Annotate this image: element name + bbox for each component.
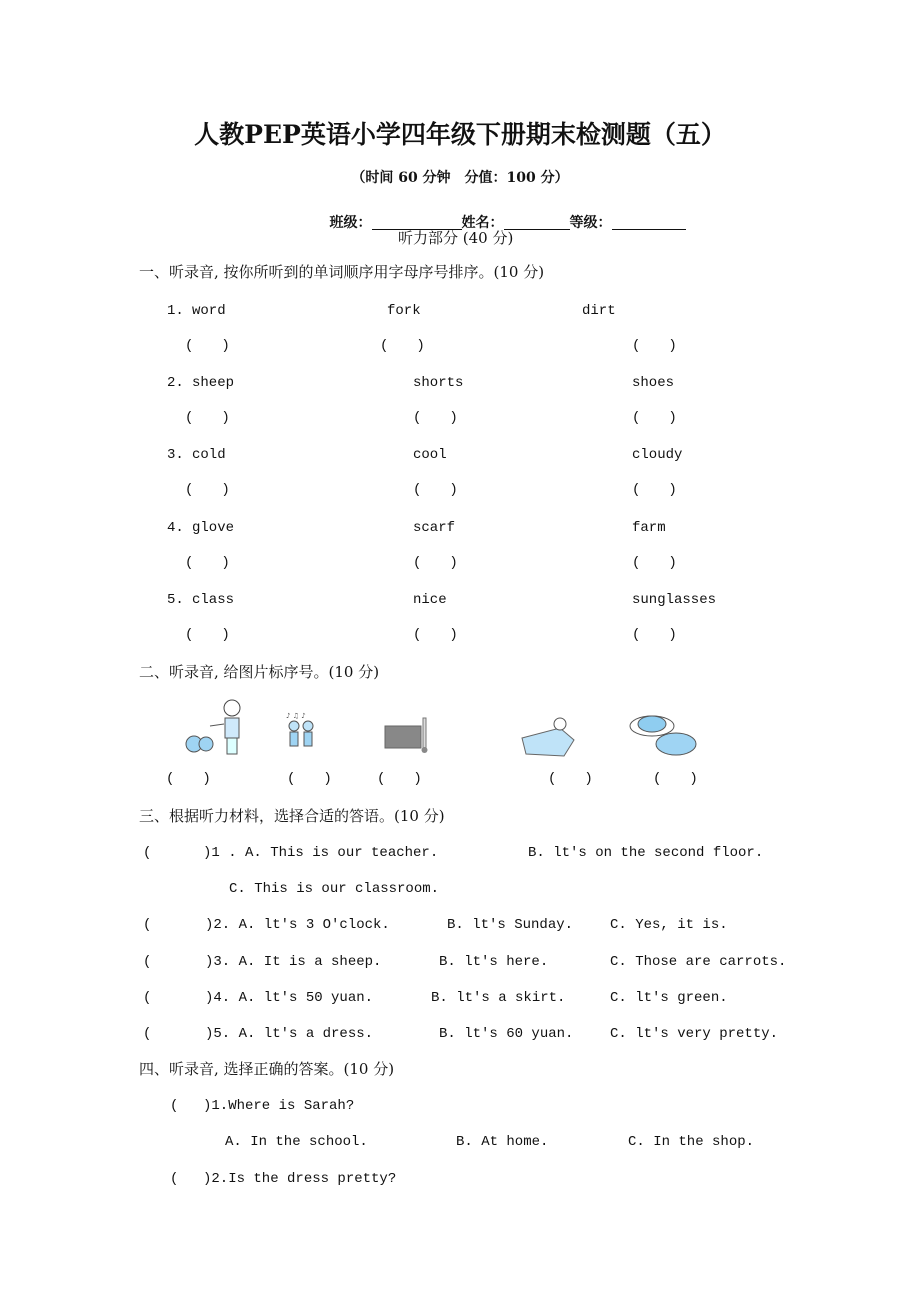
option-b: B. At home. xyxy=(456,1134,549,1150)
question-option-a: )2. A. lt's 3 O'clock. xyxy=(205,917,390,933)
grade-label: 等级： xyxy=(569,215,612,231)
answer-blank[interactable]: ( ) xyxy=(413,627,458,643)
answer-blank[interactable]: ( ) xyxy=(413,555,458,571)
word: cool xyxy=(413,447,447,463)
answer-paren[interactable]: ( xyxy=(170,1171,179,1187)
answer-blank[interactable]: ( ) xyxy=(185,627,230,643)
option-c: C. This is our classroom. xyxy=(229,881,440,897)
word: shorts xyxy=(413,375,464,391)
answer-paren[interactable]: ( xyxy=(143,917,152,933)
word: cloudy xyxy=(632,447,683,463)
exam-subtitle: （时间 60 分钟 分值：100 分） xyxy=(351,170,569,186)
picture-answer-blank[interactable]: ( ) xyxy=(377,771,422,787)
row-number: 4. xyxy=(167,520,184,536)
answer-blank[interactable]: ( ) xyxy=(632,555,677,571)
name-label: 姓名： xyxy=(461,215,504,231)
children-singing-picture xyxy=(282,710,322,758)
answer-paren[interactable]: ( xyxy=(143,1026,152,1042)
thermometer-flag-picture xyxy=(383,714,439,756)
answer-blank[interactable]: ( ) xyxy=(185,410,230,426)
option-a: A. In the school. xyxy=(225,1134,368,1150)
word: shoes xyxy=(632,375,675,391)
question-option-a: )1 . A. This is our teacher. xyxy=(203,845,439,861)
option-c: C. lt's very pretty. xyxy=(610,1026,779,1042)
word: sunglasses xyxy=(632,592,717,608)
question-text: )2.Is the dress pretty? xyxy=(203,1171,397,1187)
word: word xyxy=(192,303,226,319)
picture-answer-blank[interactable]: ( ) xyxy=(166,771,211,787)
answer-blank[interactable]: ( ) xyxy=(185,555,230,571)
section-2-heading: 二、听录音, 给图片标序号。(10 分) xyxy=(139,663,380,681)
answer-blank[interactable]: ( ) xyxy=(632,482,677,498)
woman-watering-flowers-picture xyxy=(180,696,250,758)
option-c: C. Yes, it is. xyxy=(610,917,728,933)
option-c: C. Those are carrots. xyxy=(610,954,787,970)
word: fork xyxy=(387,303,421,319)
row-number: 2. xyxy=(167,375,184,391)
listening-section-title: 听力部分 (40 分) xyxy=(398,229,514,247)
section-3-heading: 三、根据听力材料，选择合适的答语。(10 分) xyxy=(139,807,445,825)
svg-text:♪ ♫ ♪: ♪ ♫ ♪ xyxy=(286,712,306,720)
answer-paren[interactable]: ( xyxy=(143,845,152,861)
word: sheep xyxy=(192,375,235,391)
answer-blank[interactable]: ( ) xyxy=(413,482,458,498)
option-b: B. lt's 60 yuan. xyxy=(439,1026,574,1042)
answer-blank[interactable]: ( ) xyxy=(632,410,677,426)
answer-blank[interactable]: ( ) xyxy=(185,338,230,354)
picture-answer-blank[interactable]: ( ) xyxy=(653,771,698,787)
section-4-heading: 四、听录音, 选择正确的答案。(10 分) xyxy=(139,1060,395,1078)
answer-blank[interactable]: ( ) xyxy=(632,338,677,354)
baby-in-bed-picture xyxy=(520,712,580,758)
page-title: 人教PEP英语小学四年级下册期末检测题（五） xyxy=(194,120,726,149)
question-option-a: )4. A. lt's 50 yuan. xyxy=(205,990,374,1006)
answer-paren[interactable]: ( xyxy=(143,954,152,970)
bread-and-chicken-picture xyxy=(628,710,700,760)
option-b: B. lt's a skirt. xyxy=(431,990,566,1006)
answer-blank[interactable]: ( ) xyxy=(380,338,425,354)
answer-blank[interactable]: ( ) xyxy=(413,410,458,426)
word: scarf xyxy=(413,520,456,536)
word: cold xyxy=(192,447,226,463)
row-number: 5. xyxy=(167,592,184,608)
word: farm xyxy=(632,520,666,536)
word: class xyxy=(192,592,235,608)
option-c: C. In the shop. xyxy=(628,1134,755,1150)
name-field[interactable] xyxy=(504,215,570,230)
option-b: B. lt's here. xyxy=(439,954,549,970)
question-text: )1.Where is Sarah? xyxy=(203,1098,355,1114)
picture-answer-blank[interactable]: ( ) xyxy=(287,771,332,787)
answer-blank[interactable]: ( ) xyxy=(632,627,677,643)
word: nice xyxy=(413,592,447,608)
option-c: C. lt's green. xyxy=(610,990,728,1006)
grade-field[interactable] xyxy=(612,215,686,230)
word: dirt xyxy=(582,303,616,319)
question-option-a: )5. A. lt's a dress. xyxy=(205,1026,374,1042)
answer-blank[interactable]: ( ) xyxy=(185,482,230,498)
answer-paren[interactable]: ( xyxy=(170,1098,179,1114)
option-b: B. lt's Sunday. xyxy=(447,917,574,933)
option-b: B. lt's on the second floor. xyxy=(528,845,764,861)
answer-paren[interactable]: ( xyxy=(143,990,152,1006)
word: glove xyxy=(192,520,235,536)
row-number: 1. xyxy=(167,303,184,319)
section-1-heading: 一、听录音, 按你所听到的单词顺序用字母序号排序。(10 分) xyxy=(139,263,545,281)
picture-answer-blank[interactable]: ( ) xyxy=(548,771,593,787)
class-label: 班级： xyxy=(329,215,372,231)
question-option-a: )3. A. It is a sheep. xyxy=(205,954,382,970)
row-number: 3. xyxy=(167,447,184,463)
class-field[interactable] xyxy=(372,215,462,230)
